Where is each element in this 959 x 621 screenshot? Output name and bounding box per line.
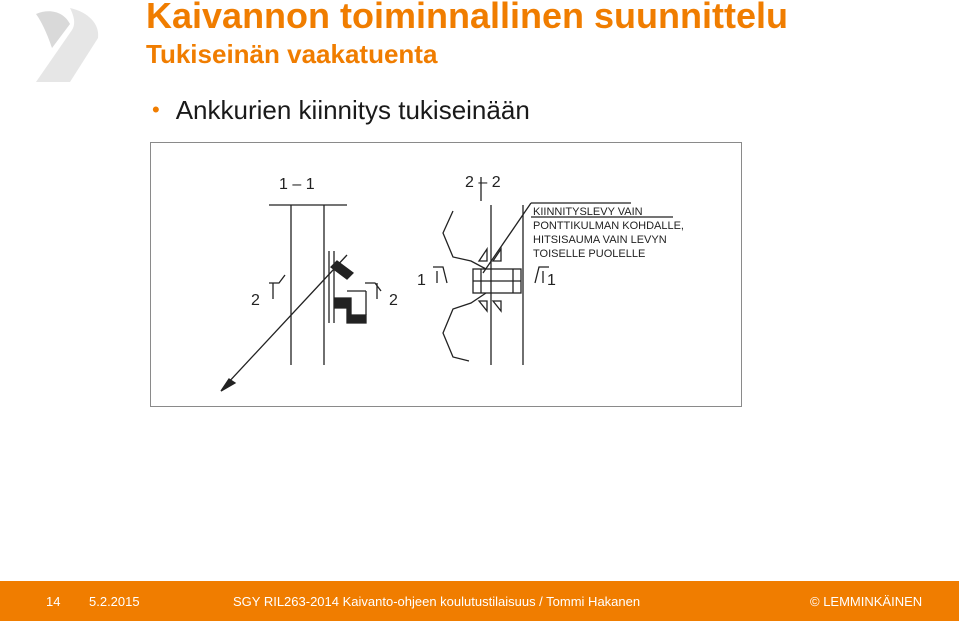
cut-label-right-1: 1 — [547, 272, 556, 289]
cut-label-right-2: 2 — [389, 292, 398, 309]
cut-label-left-2: 2 — [251, 292, 260, 309]
weld-mark-icon — [479, 249, 487, 261]
note-line-4: TOISELLE PUOLELLE — [533, 248, 646, 260]
cut-label-left-1: 1 — [417, 272, 426, 289]
footer-date: 5.2.2015 — [89, 594, 140, 609]
cut-mark-right-2 — [365, 283, 381, 291]
page-number: 14 — [46, 594, 61, 609]
anchor-arrow-icon — [221, 379, 235, 391]
slide-subtitle: Tukiseinän vaakatuenta — [146, 39, 438, 69]
note-line-1: KIINNITYSLEVY VAIN — [533, 206, 643, 218]
note-line-3: HITSISAUMA VAIN LEVYN — [533, 234, 667, 246]
bullet-text: Ankkurien kiinnitys tukiseinään — [175, 95, 530, 125]
section-2-label: 2 – 2 — [465, 174, 501, 191]
technical-drawing — [150, 142, 742, 407]
footer-course: SGY RIL263-2014 Kaivanto-ohjeen koulutustilaisuus / Tommi Hakanen — [233, 594, 641, 609]
cut-mark-left-1 — [433, 267, 447, 283]
bullet-item — [152, 93, 530, 127]
note-leader — [483, 203, 531, 273]
bracket-weld — [335, 298, 366, 323]
footer-company: © LEMMINKÄINEN — [810, 594, 923, 609]
bullet-icon: • — [152, 97, 160, 122]
footer-bar — [0, 581, 959, 621]
cut-mark-left-2 — [269, 275, 285, 283]
section-1-label: 1 – 1 — [279, 176, 315, 193]
slide-title: Kaivannon toiminnallinen suunnittelu — [146, 0, 789, 36]
logo-icon — [30, 2, 108, 84]
sheet-pile-profile-bottom — [443, 293, 486, 361]
drawing-canvas — [151, 143, 741, 406]
note-line-2: PONTTIKULMAN KOHDALLE, — [533, 220, 684, 232]
